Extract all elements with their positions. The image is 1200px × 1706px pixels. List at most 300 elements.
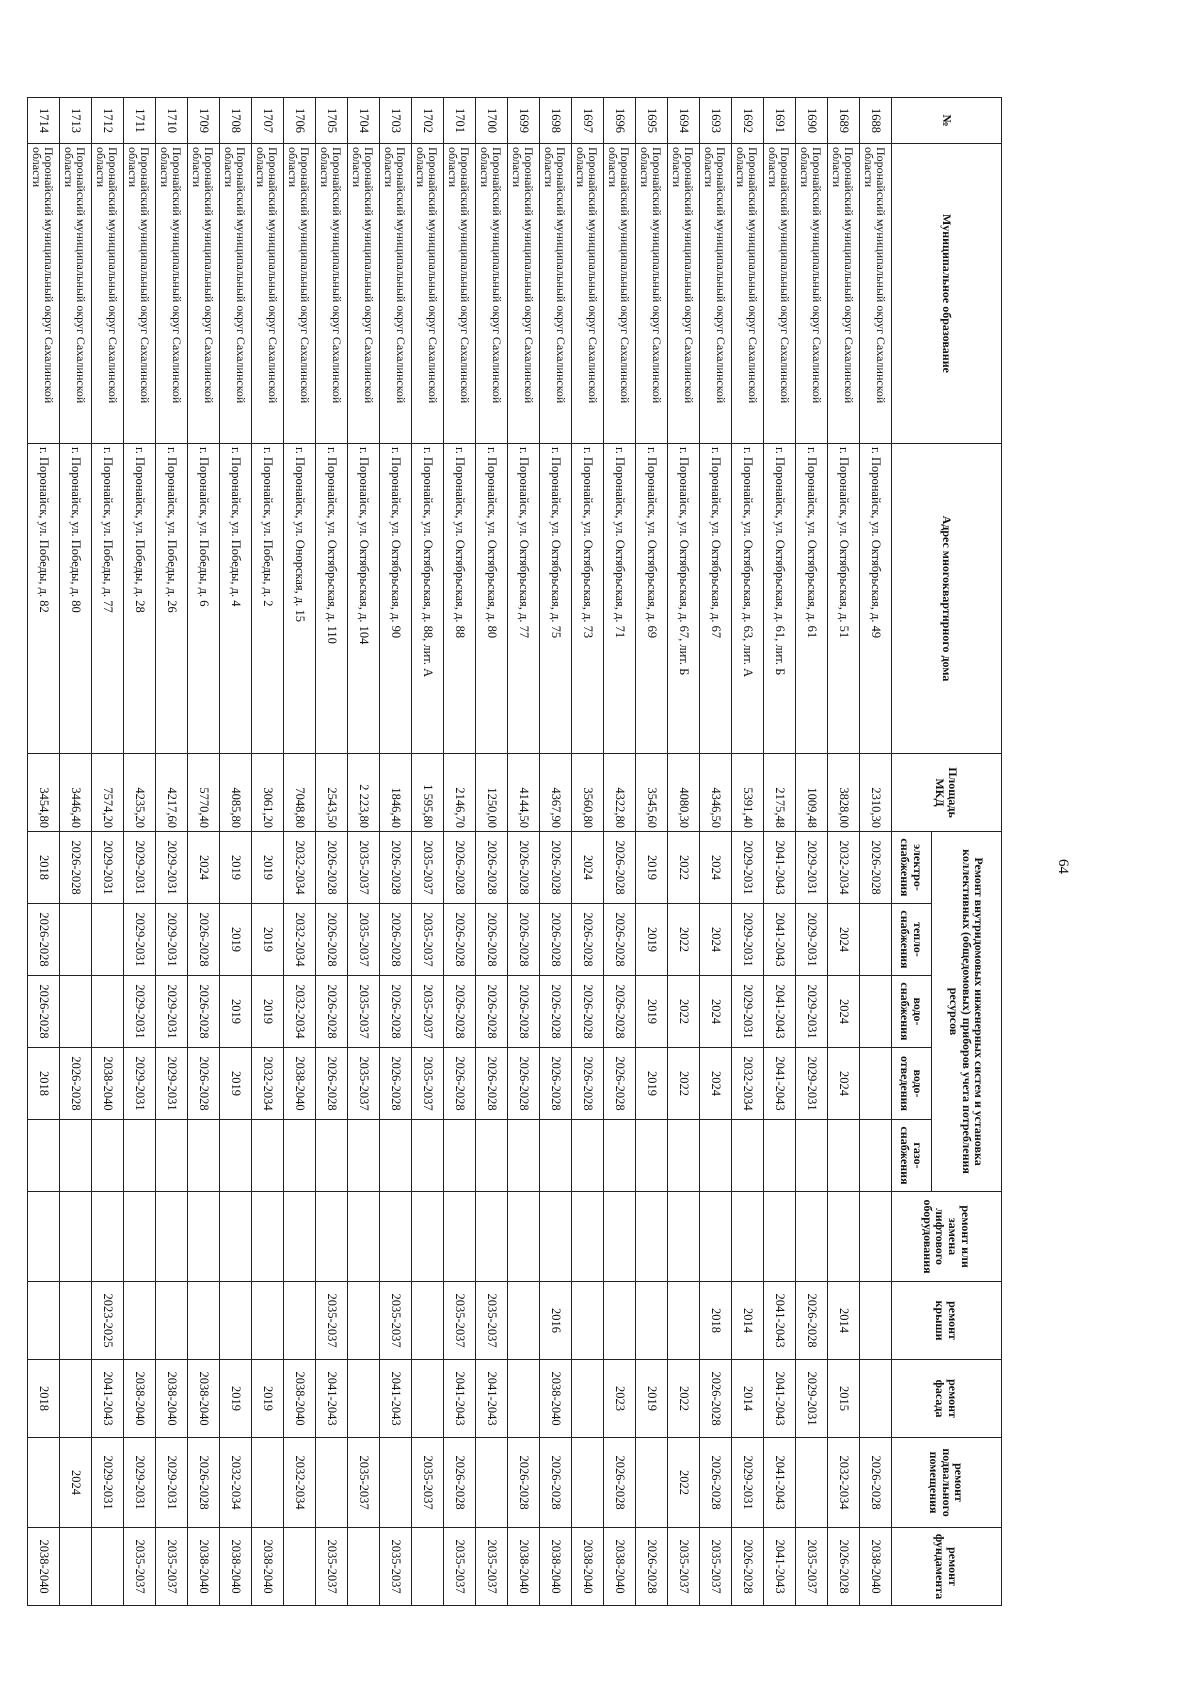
cell-lift	[92, 1192, 124, 1282]
cell-water: 2026-2028	[572, 976, 604, 1048]
cell-lift	[572, 1192, 604, 1282]
cell-facade: 2022	[668, 1360, 700, 1438]
table-row	[252, 98, 284, 1606]
cell-heat: 2041-2043	[764, 904, 796, 976]
cell-heat: 2022	[668, 904, 700, 976]
cell-base: 2035-2037	[348, 1438, 380, 1528]
table-row	[28, 98, 60, 1606]
cell-addr: г. Поронайск, ул. Октябрьская, д. 51	[828, 444, 860, 754]
cell-addr: г. Поронайск, ул. Октябрьская, д. 104	[348, 444, 380, 754]
cell-el: 2026-2028	[860, 832, 892, 904]
cell-el: 2029-2031	[732, 832, 764, 904]
cell-facade: 2019	[636, 1360, 668, 1438]
cell-base: 2041-2043	[764, 1438, 796, 1528]
cell-water: 2026-2028	[540, 976, 572, 1048]
cell-facade: 2026-2028	[700, 1360, 732, 1438]
cell-facade: 2041-2043	[444, 1360, 476, 1438]
cell-gas	[604, 1120, 636, 1192]
cell-mun: Поронайский муниципальный округ Сахалинской области	[604, 144, 636, 444]
cell-drain: 2035-2037	[412, 1048, 444, 1120]
cell-area: 4080,30	[668, 754, 700, 832]
cell-num: 1700	[476, 98, 508, 144]
table-row	[476, 98, 508, 1606]
table-row	[444, 98, 476, 1606]
cell-area: 7048,80	[284, 754, 316, 832]
cell-roof	[572, 1282, 604, 1360]
cell-area: 4235,20	[124, 754, 156, 832]
table-row	[860, 98, 892, 1606]
cell-base	[252, 1438, 284, 1528]
page-number: 64	[1055, 859, 1071, 874]
cell-roof: 2023-2025	[92, 1282, 124, 1360]
cell-gas	[316, 1120, 348, 1192]
cell-gas	[796, 1120, 828, 1192]
header-area: Площадь МКД	[892, 754, 1002, 832]
cell-gas	[540, 1120, 572, 1192]
cell-drain: 2029-2031	[124, 1048, 156, 1120]
cell-addr: г. Поронайск, ул. Октябрьская, д. 88	[444, 444, 476, 754]
table-row	[380, 98, 412, 1606]
cell-mun: Поронайский муниципальный округ Сахалинской области	[220, 144, 252, 444]
cell-roof: 2014	[828, 1282, 860, 1360]
cell-roof	[252, 1282, 284, 1360]
cell-mun: Поронайский муниципальный округ Сахалинской области	[764, 144, 796, 444]
cell-gas	[252, 1120, 284, 1192]
cell-base: 2024	[60, 1438, 92, 1528]
cell-mun: Поронайский муниципальный округ Сахалинской области	[636, 144, 668, 444]
cell-heat: 2026-2028	[604, 904, 636, 976]
cell-found: 2035-2037	[476, 1528, 508, 1606]
cell-el: 2029-2031	[92, 832, 124, 904]
cell-roof: 2035-2037	[316, 1282, 348, 1360]
cell-gas	[284, 1120, 316, 1192]
cell-base: 2032-2034	[284, 1438, 316, 1528]
cell-area: 1 595,80	[412, 754, 444, 832]
cell-roof	[124, 1282, 156, 1360]
cell-facade	[60, 1360, 92, 1438]
cell-num: 1695	[636, 98, 668, 144]
cell-heat: 2026-2028	[28, 904, 60, 976]
cell-mun: Поронайский муниципальный округ Сахалинской области	[732, 144, 764, 444]
cell-heat: 2035-2037	[348, 904, 380, 976]
cell-el: 2026-2028	[444, 832, 476, 904]
cell-facade: 2038-2040	[540, 1360, 572, 1438]
cell-heat: 2019	[636, 904, 668, 976]
cell-drain: 2026-2028	[604, 1048, 636, 1120]
cell-roof: 2035-2037	[380, 1282, 412, 1360]
table-row	[732, 98, 764, 1606]
cell-lift	[636, 1192, 668, 1282]
cell-drain: 2026-2028	[380, 1048, 412, 1120]
cell-area: 1009,48	[796, 754, 828, 832]
cell-gas	[124, 1120, 156, 1192]
cell-roof	[604, 1282, 636, 1360]
table-row	[764, 98, 796, 1606]
cell-el: 2019	[220, 832, 252, 904]
cell-addr: г. Поронайск, ул. Октябрьская, д. 69	[636, 444, 668, 754]
cell-found: 2038-2040	[508, 1528, 540, 1606]
cell-facade: 2038-2040	[124, 1360, 156, 1438]
cell-roof	[220, 1282, 252, 1360]
header-heat: тепло-снабжения	[892, 904, 932, 976]
cell-found: 2041-2043	[764, 1528, 796, 1606]
cell-addr: г. Поронайск, ул. Октябрьская, д. 90	[380, 444, 412, 754]
cell-lift	[444, 1192, 476, 1282]
cell-gas	[732, 1120, 764, 1192]
cell-lift	[700, 1192, 732, 1282]
cell-num: 1714	[28, 98, 60, 144]
cell-found	[412, 1528, 444, 1606]
cell-mun: Поронайский муниципальный округ Сахалинской области	[572, 144, 604, 444]
table-row	[284, 98, 316, 1606]
cell-el: 2035-2037	[348, 832, 380, 904]
cell-mun: Поронайский муниципальный округ Сахалинской области	[444, 144, 476, 444]
cell-heat: 2029-2031	[124, 904, 156, 976]
cell-gas	[92, 1120, 124, 1192]
cell-mun: Поронайский муниципальный округ Сахалинской области	[796, 144, 828, 444]
cell-gas	[412, 1120, 444, 1192]
cell-el: 2029-2031	[156, 832, 188, 904]
cell-gas	[28, 1120, 60, 1192]
cell-addr: г. Поронайск, ул. Победы, д. 2	[252, 444, 284, 754]
cell-heat: 2029-2031	[796, 904, 828, 976]
table-row	[540, 98, 572, 1606]
header-roof: ремонт крыши	[892, 1282, 1002, 1360]
cell-heat: 2019	[252, 904, 284, 976]
cell-mun: Поронайский муниципальный округ Сахалинской области	[124, 144, 156, 444]
header-facade: ремонт фасада	[892, 1360, 1002, 1438]
cell-lift	[60, 1192, 92, 1282]
cell-area: 2146,70	[444, 754, 476, 832]
cell-heat: 2026-2028	[476, 904, 508, 976]
cell-addr: г. Поронайск, ул. Октябрьская, д. 71	[604, 444, 636, 754]
cell-found: 2038-2040	[572, 1528, 604, 1606]
cell-drain: 2038-2040	[284, 1048, 316, 1120]
cell-drain: 2026-2028	[444, 1048, 476, 1120]
cell-el: 2035-2037	[412, 832, 444, 904]
table-row	[124, 98, 156, 1606]
cell-el: 2026-2028	[316, 832, 348, 904]
cell-mun: Поронайский муниципальный округ Сахалинской области	[60, 144, 92, 444]
cell-facade: 2038-2040	[284, 1360, 316, 1438]
cell-drain: 2024	[828, 1048, 860, 1120]
cell-found	[60, 1528, 92, 1606]
cell-heat: 2029-2031	[156, 904, 188, 976]
cell-num: 1710	[156, 98, 188, 144]
cell-heat: 2026-2028	[188, 904, 220, 976]
cell-mun: Поронайский муниципальный округ Сахалинской области	[860, 144, 892, 444]
cell-found: 2038-2040	[860, 1528, 892, 1606]
cell-num: 1697	[572, 98, 604, 144]
cell-el: 2019	[252, 832, 284, 904]
cell-water: 2029-2031	[732, 976, 764, 1048]
cell-water: 2026-2028	[444, 976, 476, 1048]
cell-facade	[508, 1360, 540, 1438]
cell-roof: 2016	[540, 1282, 572, 1360]
header-engineering-group: Ремонт внутридомовых инженерных систем и установка коллективных (общедомовых) приборов учета потребления ресурсов	[932, 832, 1002, 1192]
cell-gas	[188, 1120, 220, 1192]
cell-found: 2038-2040	[188, 1528, 220, 1606]
cell-water: 2026-2028	[476, 976, 508, 1048]
cell-heat: 2026-2028	[316, 904, 348, 976]
cell-heat	[92, 904, 124, 976]
cell-roof	[860, 1282, 892, 1360]
cell-heat: 2029-2031	[732, 904, 764, 976]
cell-gas	[348, 1120, 380, 1192]
table-row	[188, 98, 220, 1606]
cell-mun: Поронайский муниципальный округ Сахалинской области	[156, 144, 188, 444]
cell-lift	[188, 1192, 220, 1282]
cell-drain: 2019	[220, 1048, 252, 1120]
cell-roof	[412, 1282, 444, 1360]
cell-heat: 2024	[828, 904, 860, 976]
cell-addr: г. Поронайск, ул. Октябрьская, д. 80	[476, 444, 508, 754]
cell-water: 2024	[700, 976, 732, 1048]
cell-drain: 2041-2043	[764, 1048, 796, 1120]
cell-el: 2024	[572, 832, 604, 904]
cell-mun: Поронайский муниципальный округ Сахалинской области	[700, 144, 732, 444]
cell-heat: 2032-2034	[284, 904, 316, 976]
table-row	[316, 98, 348, 1606]
cell-addr: г. Поронайск, ул. Октябрьская, д. 110	[316, 444, 348, 754]
cell-area: 3545,60	[636, 754, 668, 832]
cell-found: 2038-2040	[540, 1528, 572, 1606]
cell-el: 2026-2028	[380, 832, 412, 904]
cell-roof	[508, 1282, 540, 1360]
cell-area: 5391,40	[732, 754, 764, 832]
cell-roof	[668, 1282, 700, 1360]
cell-found: 2026-2028	[636, 1528, 668, 1606]
cell-area: 3828,00	[828, 754, 860, 832]
cell-found: 2038-2040	[252, 1528, 284, 1606]
cell-area: 4144,50	[508, 754, 540, 832]
cell-base: 2032-2034	[828, 1438, 860, 1528]
cell-water: 2032-2034	[284, 976, 316, 1048]
cell-num: 1706	[284, 98, 316, 144]
cell-base: 2026-2028	[700, 1438, 732, 1528]
cell-addr: г. Поронайск, ул. Октябрьская, д. 61, лит. Б	[764, 444, 796, 754]
cell-heat: 2035-2037	[412, 904, 444, 976]
cell-lift	[284, 1192, 316, 1282]
cell-addr: г. Поронайск, ул. Октябрьская, д. 73	[572, 444, 604, 754]
cell-lift	[220, 1192, 252, 1282]
cell-area: 3061,20	[252, 754, 284, 832]
cell-mun: Поронайский муниципальный округ Сахалинской области	[668, 144, 700, 444]
cell-lift	[348, 1192, 380, 1282]
cell-facade	[572, 1360, 604, 1438]
cell-addr: г. Поронайск, ул. Октябрьская, д. 77	[508, 444, 540, 754]
cell-lift	[476, 1192, 508, 1282]
cell-facade: 2041-2043	[92, 1360, 124, 1438]
cell-water: 2026-2028	[316, 976, 348, 1048]
cell-facade: 2038-2040	[156, 1360, 188, 1438]
cell-num: 1702	[412, 98, 444, 144]
table-row	[636, 98, 668, 1606]
cell-num: 1701	[444, 98, 476, 144]
cell-el: 2019	[636, 832, 668, 904]
cell-water: 2029-2031	[796, 976, 828, 1048]
cell-drain: 2026-2028	[188, 1048, 220, 1120]
cell-mun: Поронайский муниципальный округ Сахалинской области	[348, 144, 380, 444]
cell-addr: г. Поронайск, ул. Октябрьская, д. 75	[540, 444, 572, 754]
header-address: Адрес многоквартирного дома	[892, 444, 1002, 754]
cell-lift	[764, 1192, 796, 1282]
cell-el: 2026-2028	[604, 832, 636, 904]
cell-addr: г. Поронайск, ул. Онорская, д. 15	[284, 444, 316, 754]
cell-drain: 2026-2028	[508, 1048, 540, 1120]
cell-heat: 2026-2028	[540, 904, 572, 976]
cell-water: 2024	[828, 976, 860, 1048]
cell-lift	[796, 1192, 828, 1282]
cell-area: 4322,80	[604, 754, 636, 832]
cell-mun: Поронайский муниципальный округ Сахалинской области	[412, 144, 444, 444]
cell-base: 2029-2031	[732, 1438, 764, 1528]
cell-addr: г. Поронайск, ул. Октябрьская, д. 63, лит. А	[732, 444, 764, 754]
cell-addr: г. Поронайск, ул. Октябрьская, д. 49	[860, 444, 892, 754]
cell-num: 1696	[604, 98, 636, 144]
cell-found: 2026-2028	[828, 1528, 860, 1606]
cell-lift	[156, 1192, 188, 1282]
cell-addr: г. Поронайск, ул. Победы, д. 77	[92, 444, 124, 754]
cell-mun: Поронайский муниципальный округ Сахалинской области	[476, 144, 508, 444]
cell-drain: 2032-2034	[252, 1048, 284, 1120]
cell-facade: 2038-2040	[188, 1360, 220, 1438]
cell-base: 2026-2028	[604, 1438, 636, 1528]
cell-lift	[316, 1192, 348, 1282]
cell-area: 3446,40	[60, 754, 92, 832]
table-row	[92, 98, 124, 1606]
cell-water: 2026-2028	[508, 976, 540, 1048]
cell-base	[636, 1438, 668, 1528]
cell-heat: 2019	[220, 904, 252, 976]
cell-gas	[668, 1120, 700, 1192]
header-foundation: ремонт фундамента	[892, 1528, 1002, 1606]
cell-area: 2543,50	[316, 754, 348, 832]
cell-roof: 2014	[732, 1282, 764, 1360]
cell-base	[28, 1438, 60, 1528]
cell-roof	[188, 1282, 220, 1360]
cell-mun: Поронайский муниципальный округ Сахалинской области	[540, 144, 572, 444]
cell-mun: Поронайский муниципальный округ Сахалинской области	[252, 144, 284, 444]
cell-water	[60, 976, 92, 1048]
cell-area: 3560,80	[572, 754, 604, 832]
cell-water: 2022	[668, 976, 700, 1048]
cell-num: 1699	[508, 98, 540, 144]
cell-lift	[604, 1192, 636, 1282]
cell-drain: 2038-2040	[92, 1048, 124, 1120]
cell-gas	[476, 1120, 508, 1192]
cell-drain	[860, 1048, 892, 1120]
cell-water: 2026-2028	[604, 976, 636, 1048]
cell-facade: 2015	[828, 1360, 860, 1438]
cell-heat: 2026-2028	[508, 904, 540, 976]
table-row	[412, 98, 444, 1606]
cell-facade: 2041-2043	[316, 1360, 348, 1438]
cell-base: 2035-2037	[412, 1438, 444, 1528]
cell-facade: 2023	[604, 1360, 636, 1438]
header-water: водо-снабжения	[892, 976, 932, 1048]
cell-drain: 2018	[28, 1048, 60, 1120]
cell-el: 2026-2028	[508, 832, 540, 904]
cell-roof	[348, 1282, 380, 1360]
table-rotation-wrapper	[30, 97, 1002, 1605]
cell-gas	[220, 1120, 252, 1192]
cell-base: 2026-2028	[860, 1438, 892, 1528]
cell-roof	[60, 1282, 92, 1360]
cell-num: 1694	[668, 98, 700, 144]
cell-addr: г. Поронайск, ул. Октябрьская, д. 67	[700, 444, 732, 754]
cell-lift	[252, 1192, 284, 1282]
cell-facade	[860, 1360, 892, 1438]
cell-drain: 2029-2031	[156, 1048, 188, 1120]
cell-base	[476, 1438, 508, 1528]
cell-num: 1704	[348, 98, 380, 144]
cell-water: 2029-2031	[124, 976, 156, 1048]
cell-el: 2024	[188, 832, 220, 904]
cell-drain: 2032-2034	[732, 1048, 764, 1120]
cell-heat	[860, 904, 892, 976]
cell-num: 1705	[316, 98, 348, 144]
cell-lift	[124, 1192, 156, 1282]
cell-base: 2022	[668, 1438, 700, 1528]
cell-num: 1708	[220, 98, 252, 144]
cell-gas	[828, 1120, 860, 1192]
table-row	[604, 98, 636, 1606]
cell-num: 1690	[796, 98, 828, 144]
cell-mun: Поронайский муниципальный округ Сахалинской области	[828, 144, 860, 444]
cell-found	[284, 1528, 316, 1606]
cell-area: 3454,80	[28, 754, 60, 832]
cell-area: 4085,80	[220, 754, 252, 832]
cell-gas	[860, 1120, 892, 1192]
cell-found: 2035-2037	[444, 1528, 476, 1606]
cell-facade: 2029-2031	[796, 1360, 828, 1438]
table-row	[60, 98, 92, 1606]
cell-found: 2035-2037	[380, 1528, 412, 1606]
cell-num: 1713	[60, 98, 92, 144]
table-row	[348, 98, 380, 1606]
cell-gas	[636, 1120, 668, 1192]
table-row	[156, 98, 188, 1606]
cell-el: 2026-2028	[540, 832, 572, 904]
cell-num: 1688	[860, 98, 892, 144]
cell-heat: 2026-2028	[444, 904, 476, 976]
cell-gas	[700, 1120, 732, 1192]
table-frame	[30, 97, 1002, 1605]
cell-gas	[572, 1120, 604, 1192]
cell-addr: г. Поронайск, ул. Октябрьская, д. 67, лит. Б	[668, 444, 700, 754]
cell-roof	[636, 1282, 668, 1360]
cell-found: 2035-2037	[316, 1528, 348, 1606]
cell-addr: г. Поронайск, ул. Октябрьская, д. 61	[796, 444, 828, 754]
cell-area: 4217,60	[156, 754, 188, 832]
cell-lift	[732, 1192, 764, 1282]
cell-base: 2029-2031	[92, 1438, 124, 1528]
cell-el: 2022	[668, 832, 700, 904]
table-row	[220, 98, 252, 1606]
cell-found	[92, 1528, 124, 1606]
cell-addr: г. Поронайск, ул. Победы, д. 80	[60, 444, 92, 754]
cell-found: 2035-2037	[796, 1528, 828, 1606]
cell-drain: 2026-2028	[316, 1048, 348, 1120]
cell-water: 2029-2031	[156, 976, 188, 1048]
cell-el: 2041-2043	[764, 832, 796, 904]
cell-base: 2032-2034	[220, 1438, 252, 1528]
cell-drain: 2026-2028	[540, 1048, 572, 1120]
cell-drain: 2029-2031	[796, 1048, 828, 1120]
cell-base: 2026-2028	[508, 1438, 540, 1528]
cell-mun: Поронайский муниципальный округ Сахалинской области	[316, 144, 348, 444]
